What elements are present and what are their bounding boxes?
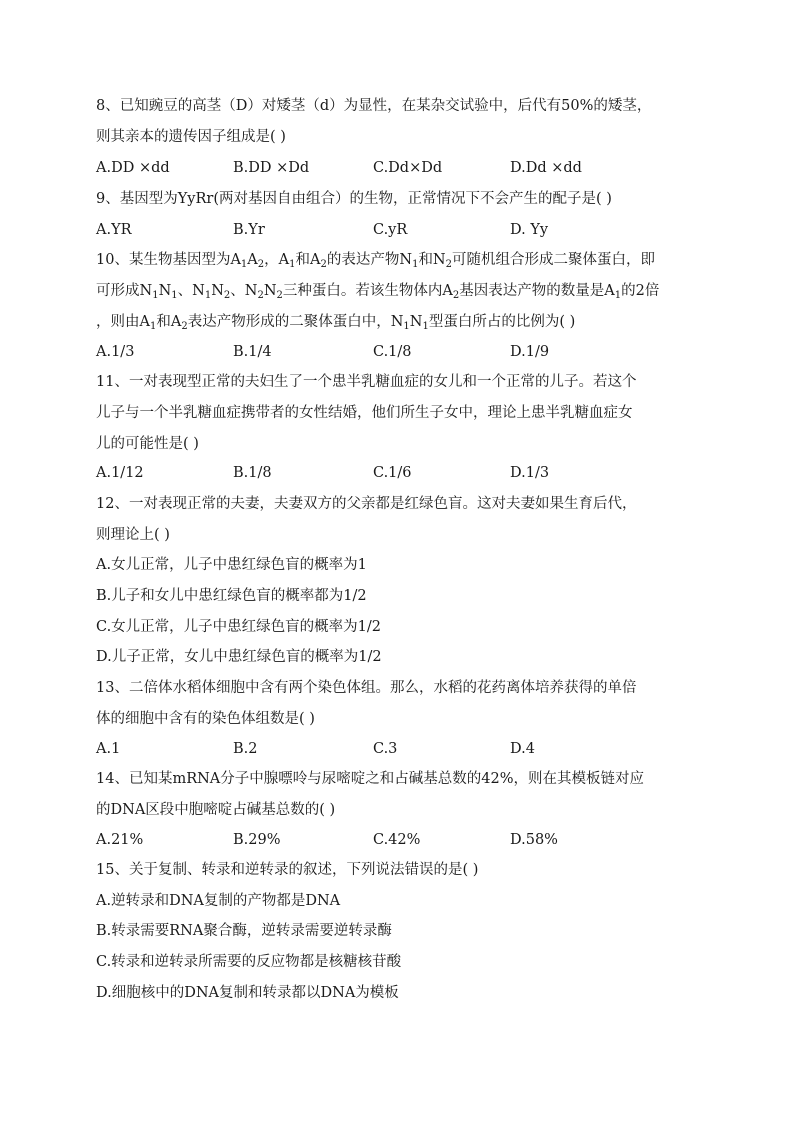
q12-option-b: B.儿子和女儿中患红绿色盲的概率都为1/2 bbox=[96, 588, 367, 604]
q9-option-d: D. Yy bbox=[510, 222, 549, 238]
q13-option-d: D.4 bbox=[510, 741, 535, 757]
q15-option-d: D.细胞核中的DNA复制和转录都以DNA为模板 bbox=[96, 985, 399, 1001]
q11-stem-line-1: 11、一对表现型正常的夫妇生了一个患半乳糖血症的女儿和一个正常的儿子。若这个 bbox=[96, 374, 637, 390]
q8-option-d: D.Dd ×dd bbox=[510, 160, 582, 176]
q10-stem-line-2: 可形成$N_1N_1$、$N_1N_2$、$N_2N_2$三种蛋白。若该生物体内$A_2$基因表达产物的数量是$A_1$的2倍 bbox=[96, 283, 660, 301]
q12-stem-line-1: 12、一对表现正常的夫妻，夫妻双方的父亲都是红绿色盲。这对夫妻如果生育后代， bbox=[96, 496, 637, 512]
q15-stem-line-1: 15、关于复制、转录和逆转录的叙述，下列说法错误的是( ) bbox=[96, 862, 479, 878]
q9-options bbox=[96, 220, 696, 240]
q8-option-a: A.DD ×dd bbox=[96, 160, 170, 176]
q9-option-a: A.YR bbox=[96, 222, 132, 238]
q12-stem-line-2: 则理论上( ) bbox=[96, 527, 170, 543]
q14-options bbox=[96, 830, 696, 850]
q12-option-a: A.女儿正常，儿子中患红绿色盲的概率为1 bbox=[96, 557, 367, 573]
q10-stem-line-1: 10、某生物基因型为$A_1A_2$，$A_1$和$A_2$的表达产物$N_1$和$N_2$可随机组合形成二聚体蛋白，即 bbox=[96, 252, 655, 270]
q13-option-a: A.1 bbox=[96, 741, 121, 757]
q14-option-c: C.42% bbox=[373, 832, 421, 848]
q13-stem-line-1: 13、二倍体水稻体细胞中含有两个染色体组。那么，水稻的花药离体培养获得的单倍 bbox=[96, 680, 637, 696]
q11-option-a: A.1/12 bbox=[96, 465, 144, 481]
q14-stem-line-2: 的DNA区段中胞嘧啶占碱基总数的( ) bbox=[96, 802, 336, 818]
q13-option-c: C.3 bbox=[373, 741, 398, 757]
q11-stem-line-3: 儿的可能性是( ) bbox=[96, 436, 199, 452]
q14-option-b: B.29% bbox=[233, 832, 281, 848]
q14-stem-line-1: 14、已知某mRNA分子中腺嘌呤与尿嘧啶之和占碱基总数的42%，则在其模板链对应 bbox=[96, 771, 645, 787]
q11-option-b: B.1/8 bbox=[233, 465, 272, 481]
q8-option-c: C.Dd×Dd bbox=[373, 160, 443, 176]
q11-options bbox=[96, 463, 696, 483]
q10-stem-line-3: ，则由$A_1$和$A_2$表达产物形成的二聚体蛋白中，$N_1N_1$型蛋白所占的比例为( ) bbox=[96, 314, 576, 332]
q8-option-b: B.DD ×Dd bbox=[233, 160, 310, 176]
q13-options bbox=[96, 739, 696, 759]
q9-option-b: B.Yr bbox=[233, 222, 265, 238]
q11-stem-line-2: 儿子与一个半乳糖血症携带者的女性结婚，他们所生子女中，理论上患半乳糖血症女 bbox=[96, 405, 633, 421]
q8-options bbox=[96, 158, 696, 178]
q9-option-c: C.yR bbox=[373, 222, 408, 238]
q13-option-b: B.2 bbox=[233, 741, 258, 757]
q15-option-c: C.转录和逆转录所需要的反应物都是核糖核苷酸 bbox=[96, 954, 402, 970]
q10-option-c: C.1/8 bbox=[373, 344, 412, 360]
q10-option-a: A.1/3 bbox=[96, 344, 135, 360]
q8-stem-line-1: 8、已知豌豆的高茎（D）对矮茎（d）为显性，在某杂交试验中，后代有50%的矮茎， bbox=[96, 98, 652, 114]
q10-option-d: D.1/9 bbox=[510, 344, 550, 360]
q11-option-d: D.1/3 bbox=[510, 465, 550, 481]
q10-option-b: B.1/4 bbox=[233, 344, 272, 360]
q8-stem-line-2: 则其亲本的遗传因子组成是( ) bbox=[96, 129, 286, 145]
q15-option-a: A.逆转录和DNA复制的产物都是DNA bbox=[96, 893, 341, 909]
q12-option-c: C.女儿正常，儿子中患红绿色盲的概率为1/2 bbox=[96, 619, 382, 635]
q11-option-c: C.1/6 bbox=[373, 465, 412, 481]
q14-option-d: D.58% bbox=[510, 832, 558, 848]
q14-option-a: A.21% bbox=[96, 832, 144, 848]
q9-stem-line-1: 9、基因型为YyRr(两对基因自由组合）的生物，正常情况下不会产生的配子是( ) bbox=[96, 191, 612, 207]
q12-option-d: D.儿子正常，女儿中患红绿色盲的概率为1/2 bbox=[96, 649, 382, 665]
q10-options bbox=[96, 342, 696, 362]
q13-stem-line-2: 体的细胞中含有的染色体组数是( ) bbox=[96, 711, 315, 727]
q15-option-b: B.转录需要RNA聚合酶，逆转录需要逆转录酶 bbox=[96, 923, 392, 939]
